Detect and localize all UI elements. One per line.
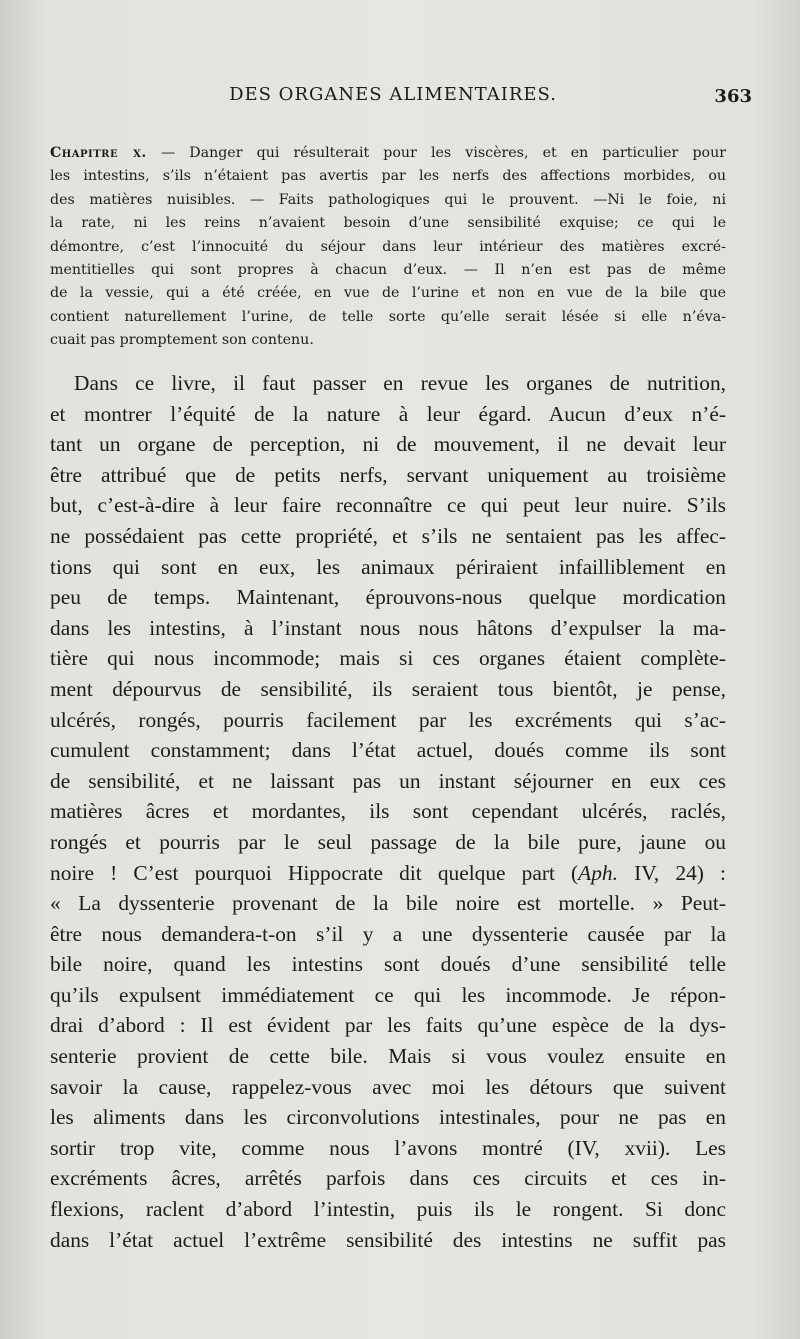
body-line: et montrer l’équité de la nature à leur égard. Aucun d’eux n’é- (50, 401, 726, 426)
summary-line: de la vessie, qui a été créée, en vue de l’urine et non en vue de la bile que (50, 285, 726, 302)
body-line: but, c’est-à-dire à leur faire reconnaître ce qui peut leur nuire. S’ils (50, 493, 726, 518)
page-number: 363 (714, 86, 752, 107)
body-line: les aliments dans les circonvolutions intestinales, pour ne pas en (50, 1105, 726, 1130)
body-line: tant un organe de perception, ni de mouvement, il ne devait leur (50, 432, 726, 457)
summary-line: des matières nuisibles. — Faits pathologiques qui le prouvent. —Ni le foie, ni (50, 191, 726, 208)
body-line: ne possédaient pas cette propriété, et s’ils ne sentaient pas les affec- (50, 523, 726, 548)
body-line: dans l’état actuel l’extrême sensibilité des intestins ne suffit pas (50, 1227, 726, 1252)
summary-line: démontre, c’est l’innocuité du séjour dans leur intérieur des matières excré- (50, 238, 726, 255)
body-line: ulcérés, rongés, pourris facilement par les excréments qui s’ac- (50, 707, 726, 732)
aphorism-reference-number: IV, 24) : (617, 860, 726, 885)
body-line: peu de temps. Maintenant, éprouvons-nous quelque mordication (50, 585, 726, 610)
body-line: de sensibilité, et ne laissant pas un instant séjourner en eux ces (50, 768, 726, 793)
body-line: tière qui nous incommode; mais si ces organes étaient complète- (50, 646, 726, 671)
body-line: drai d’abord : Il est évident par les faits qu’une espèce de la dys- (50, 1013, 726, 1038)
body-line: excréments âcres, arrêtés parfois dans ces circuits et ces in- (50, 1166, 726, 1191)
aphorism-reference: Aph. (578, 860, 618, 885)
body-line: Dans ce livre, il faut passer en revue les organes de nutrition, (74, 371, 726, 395)
chapter-summary (50, 142, 726, 353)
body-line: « La dyssenterie provenant de la bile noire est mortelle. » Peut- (50, 891, 726, 916)
body-line: senterie provient de cette bile. Mais si vous voulez ensuite en (50, 1044, 726, 1069)
body-line: rongés et pourris par le seul passage de la bile pure, jaune ou (50, 829, 726, 854)
body-line: cumulent constamment; dans l’état actuel, doués comme ils sont (50, 738, 726, 763)
body-line-with-reference (50, 858, 726, 889)
summary-line: la rate, ni les reins n’avaient besoin d’une sensibilité exquise; ce qui le (50, 215, 726, 232)
running-title: DES ORGANES ALIMENTAIRES. (229, 84, 557, 105)
body-line: dans les intestins, à l’instant nous nous hâtons d’expulser la ma- (50, 615, 726, 640)
summary-line: les intestins, s’ils n’étaient pas avertis par les nerfs des affections morbides, ou (50, 168, 726, 185)
body-line: être attribué que de petits nerfs, servant uniquement au troisième (50, 462, 726, 487)
body-line: flexions, raclent d’abord l’intestin, puis ils le rongent. Si donc (50, 1197, 726, 1222)
summary-line: mentitielles qui sont propres à chacun d’eux. — Il n’en est pas de même (50, 262, 726, 279)
running-head (48, 84, 752, 114)
body-line: bile noire, quand les intestins sont doués d’une sensibilité telle (50, 952, 726, 977)
summary-line: contient naturellement l’urine, de telle sorte qu’elle serait lésée si elle n’éva- (50, 308, 726, 325)
chapter-label: Chapitre x. (50, 145, 147, 161)
body-line: savoir la cause, rappelez-vous avec moi les détours que suivent (50, 1074, 726, 1099)
body-line: ment dépourvus de sensibilité, ils seraient tous bientôt, je pense, (50, 676, 726, 701)
body-line-text: noire ! C’est pourquoi Hippocrate dit quelque part ( (50, 860, 579, 885)
body-line: matières âcres et mordantes, ils sont cependant ulcérés, raclés, (50, 799, 726, 824)
summary-line: cuait pas promptement son contenu. (50, 332, 314, 349)
body-line: être nous demandera-t-on s’il y a une dyssenterie causée par la (50, 921, 726, 946)
body-line: qu’ils expulsent immédiatement ce qui les incommode. Je répon- (50, 982, 726, 1007)
body-paragraph (50, 368, 726, 1255)
body-line: sortir trop vite, comme nous l’avons montré (IV, xvii). Les (50, 1135, 726, 1160)
summary-line: — Danger qui résulterait pour les viscères, et en particulier pour (160, 145, 726, 161)
body-line: tions qui sont en eux, les animaux périraient infailliblement en (50, 554, 726, 579)
